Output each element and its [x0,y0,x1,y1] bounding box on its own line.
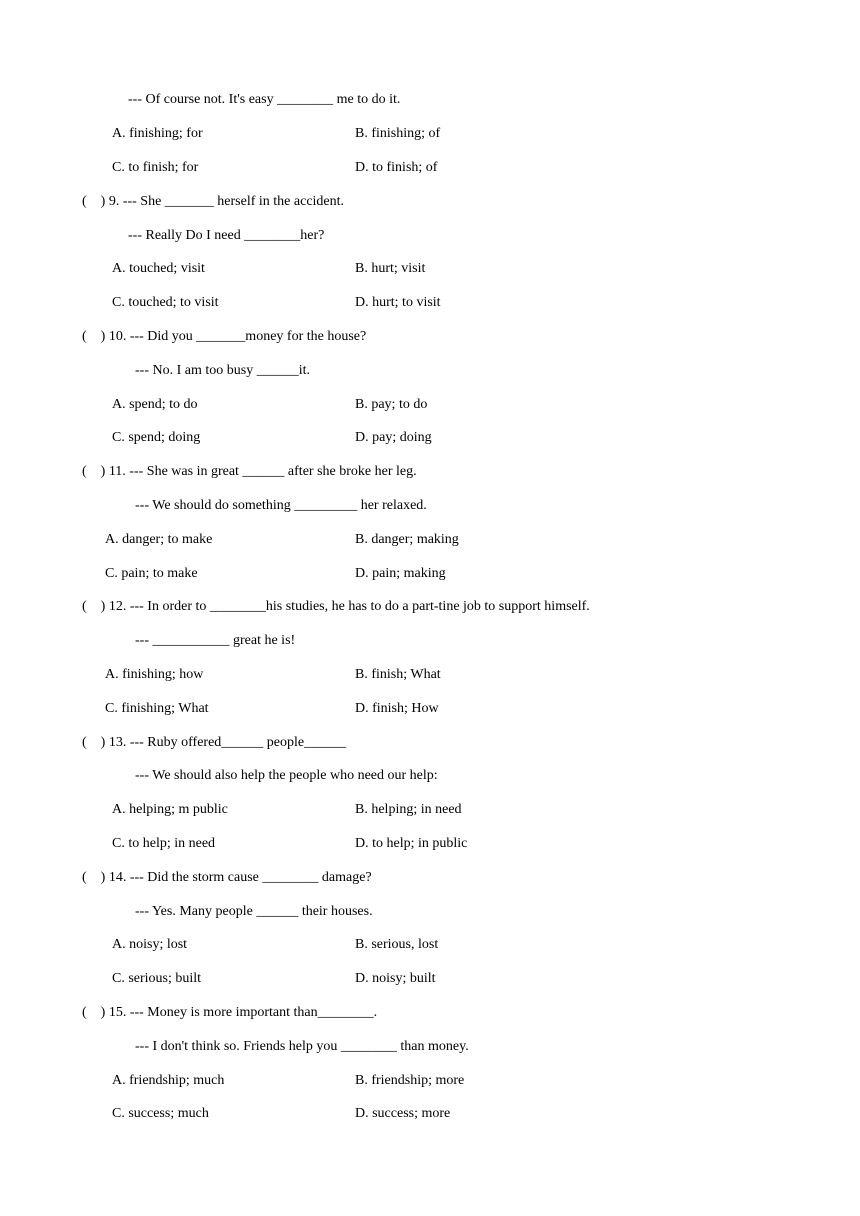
question-15-option-b: B. friendship; more [355,1073,465,1088]
question-13-option-a: A. helping; m public [112,802,228,817]
question-14-prompt: ( ) 14. --- Did the storm cause ________ damage? [82,870,372,885]
question-14-option-d: D. noisy; built [355,971,436,986]
question-15-option-a: A. friendship; much [112,1073,225,1088]
question-14-option-b: B. serious, lost [355,937,439,952]
question-14-option-a: A. noisy; lost [112,937,188,952]
question-8-option-a: A. finishing; for [112,126,203,141]
question-11-option-b: B. danger; making [355,532,459,547]
question-10-option-c: C. spend; doing [112,430,201,445]
question-11-option-c: C. pain; to make [105,566,198,581]
question-13-option-b: B. helping; in need [355,802,462,817]
question-12-option-a: A. finishing; how [105,667,204,682]
question-15-option-d: D. success; more [355,1106,451,1121]
question-8-option-c: C. to finish; for [112,160,199,175]
question-11-option-a: A. danger; to make [105,532,213,547]
question-14-option-c: C. serious; built [112,971,202,986]
question-11-option-d: D. pain; making [355,566,446,581]
question-9-option-d: D. hurt; to visit [355,295,441,310]
question-11-prompt: ( ) 11. --- She was in great ______ after she broke her leg. [82,464,417,479]
question-9-option-c: C. touched; to visit [112,295,219,310]
question-11-reply: --- We should do something _________ her relaxed. [135,498,427,513]
question-8-option-b: B. finishing; of [355,126,441,141]
question-15-reply: --- I don't think so. Friends help you ________ than money. [135,1039,469,1054]
question-14-reply: --- Yes. Many people ______ their houses. [135,904,373,919]
question-13-prompt: ( ) 13. --- Ruby offered______ people______ [82,735,347,750]
question-12-option-b: B. finish; What [355,667,441,682]
question-10-option-a: A. spend; to do [112,397,198,412]
question-10-option-b: B. pay; to do [355,397,428,412]
question-15-prompt: ( ) 15. --- Money is more important than________. [82,1005,378,1020]
question-9-option-b: B. hurt; visit [355,261,426,276]
question-8-option-d: D. to finish; of [355,160,438,175]
question-12-prompt: ( ) 12. --- In order to ________his studies, he has to do a part-tine job to support himself. [82,599,590,614]
question-10-option-d: D. pay; doing [355,430,432,445]
question-12-option-d: D. finish; How [355,701,439,716]
question-15-option-c: C. success; much [112,1106,209,1121]
question-9-reply: --- Really Do I need ________her? [128,228,325,243]
question-10-reply: --- No. I am too busy ______it. [135,363,310,378]
question-13-option-d: D. to help; in public [355,836,468,851]
question-12-reply: --- ___________ great he is! [135,633,296,648]
question-13-reply: --- We should also help the people who need our help: [135,768,438,783]
question-10-prompt: ( ) 10. --- Did you _______money for the house? [82,329,367,344]
question-8-reply: --- Of course not. It's easy ________ me to do it. [128,92,401,107]
question-9-option-a: A. touched; visit [112,261,205,276]
question-9-prompt: ( ) 9. --- She _______ herself in the accident. [82,194,345,209]
question-13-option-c: C. to help; in need [112,836,216,851]
question-12-option-c: C. finishing; What [105,701,209,716]
